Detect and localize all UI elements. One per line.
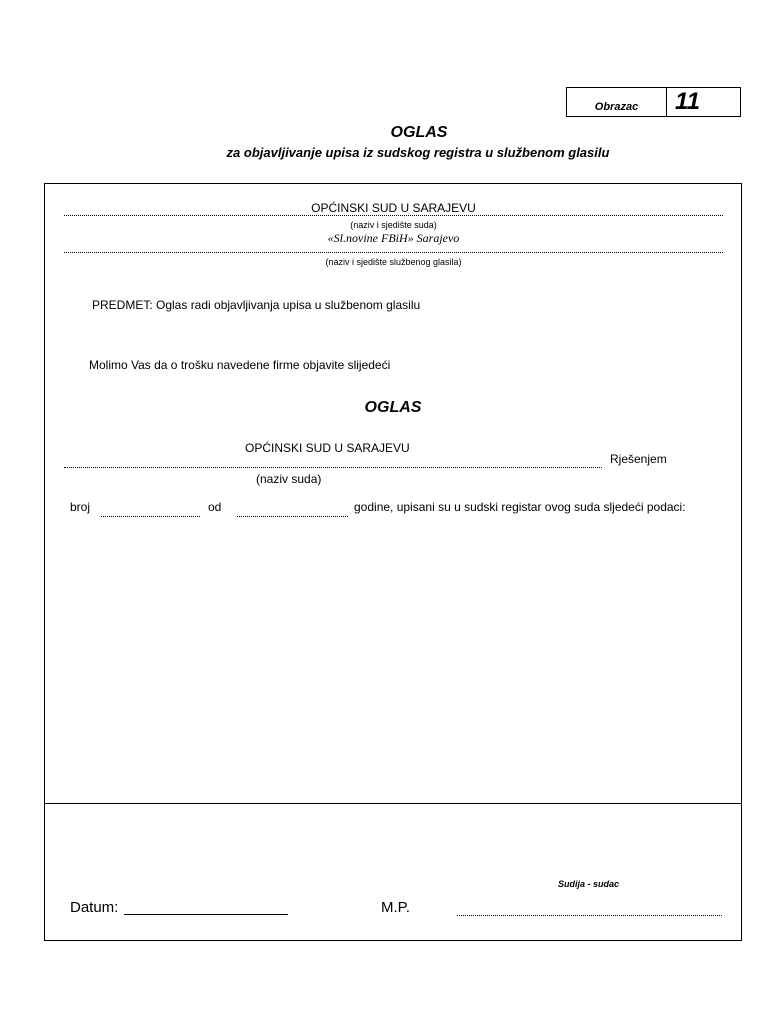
court-name: OPĆINSKI SUD U SARAJEVU xyxy=(311,201,476,215)
datum-field[interactable] xyxy=(124,914,288,915)
form-label: Obrazac xyxy=(567,88,667,116)
broj-field[interactable] xyxy=(101,516,200,517)
rjesenjem-label: Rješenjem xyxy=(610,452,667,466)
godine-text: godine, upisani su u sudski registar ovog suda sljedeći podaci: xyxy=(354,500,686,514)
body-court-line xyxy=(64,467,602,468)
body-court-name: OPĆINSKI SUD U SARAJEVU xyxy=(245,441,410,455)
body-court-hint: (naziv suda) xyxy=(256,472,322,486)
gazette-line xyxy=(64,252,723,253)
datum-label: Datum: xyxy=(70,899,119,916)
form-number: 11 xyxy=(675,88,700,115)
form-frame xyxy=(44,183,742,941)
date-field[interactable] xyxy=(237,516,348,517)
gazette-hint: (naziv i sjedište službenog glasila) xyxy=(325,257,462,267)
court-name-hint: (naziv i sjedište suda) xyxy=(350,220,437,230)
od-label: od xyxy=(208,500,222,514)
signature-line[interactable] xyxy=(457,915,722,916)
subject-text: PREDMET: Oglas radi objavljivanja upisa u službenom glasilu xyxy=(92,298,421,312)
gazette-name: «Sl.novine FBiH» Sarajevo xyxy=(327,231,460,245)
broj-label: broj xyxy=(70,500,91,514)
document-title: OGLAS xyxy=(390,124,448,141)
oglas-heading: OGLAS xyxy=(364,399,422,416)
mp-label: M.P. xyxy=(381,899,410,916)
request-text: Molimo Vas da o trošku navedene firme objavite slijedeći xyxy=(89,358,391,372)
court-name-line xyxy=(64,215,723,216)
signature-label: Sudija - sudac xyxy=(558,879,620,889)
document-subtitle: za objavljivanje upisa iz sudskog registra u službenom glasilu xyxy=(226,145,610,160)
form-number-box xyxy=(566,87,741,117)
footer-divider xyxy=(44,803,742,804)
